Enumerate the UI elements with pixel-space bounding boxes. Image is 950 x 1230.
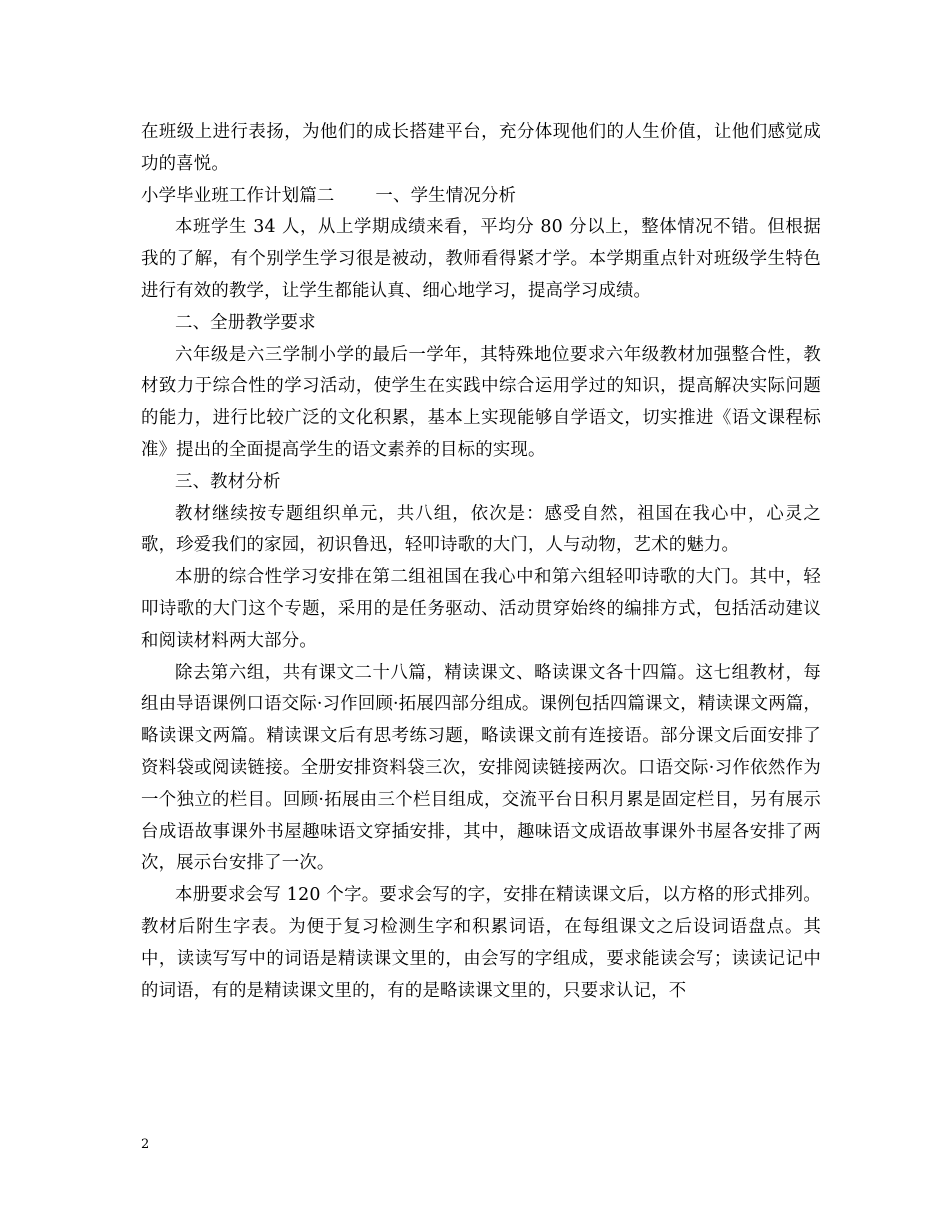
- heading-textbook-analysis: 三、教材分析: [175, 471, 281, 492]
- paragraph-student-analysis: 本班学生 34 人，从上学期成绩来看，平均分 80 分以上，整体情况不错。但根据我的了解，有个别学生学习很是被动，教师看得紧才学。本学期重点针对班级学生特色进行有效的教学，让学生都能认真、细心地学习，提高学习成绩。: [141, 217, 821, 301]
- paragraph-comprehensive-learning: 本册的综合性学习安排在第二组祖国在我心中和第六组轻叩诗歌的大门。其中，轻叩诗歌的大门这个专题，采用的是任务驱动、活动贯穿始终的编排方式，包括活动建议和阅读材料两大部分。: [141, 567, 821, 651]
- page-number: 2: [141, 1137, 150, 1152]
- paragraph-lessons: 除去第六组，共有课文二十八篇，精读课文、略读课文各十四篇。这七组教材，每组由导语课例口语交际·习作回顾·拓展四部分组成。课例包括四篇课文，精读课文两篇，略读课文两篇。精读课文后有思考练习题，略读课文前有连接语。部分课文后面安排了资料袋或阅读链接。全册安排资料袋三次，安排阅读链接两次。口语交际·习作依然作为一个独立的栏目。回顾·拓展由三个栏目组成，交流平台日积月累是固定栏目，另有展示台成语故事课外书屋趣味语文穿插安排，其中，趣味语文成语故事课外书屋各安排了两次，展示台安排了一次。: [141, 662, 821, 874]
- paragraph-continuation: 在班级上进行表扬，为他们的成长搭建平台，充分体现他们的人生价值，让他们感觉成功的喜悦。: [141, 122, 821, 174]
- section-title-line: 小学毕业班工作计划篇二 一、学生情况分析: [141, 185, 517, 206]
- document-body: [141, 117, 821, 1007]
- paragraph-units: 教材继续按专题组织单元，共八组，依次是：感受自然，祖国在我心中，心灵之歌，珍爱我们的家园，初识鲁迅，轻叩诗歌的大门，人与动物，艺术的魅力。: [141, 503, 821, 556]
- paragraph-characters: 本册要求会写 120 个字。要求会写的字，安排在精读课文后，以方格的形式排列。教材后附生字表。为便于复习检测生字和积累词语，在每组课文之后设词语盘点。其中，读读写写中的词语是精读课文里的，由会写的字组成，要求能读会写；读读记记中的词语，有的是精读课文里的，有的是略读课文里的，只要求认记，不: [141, 885, 821, 1001]
- heading-teaching-requirements: 二、全册教学要求: [175, 312, 316, 333]
- paragraph-teaching-requirements: 六年级是六三学制小学的最后一学年，其特殊地位要求六年级教材加强整合性，教材致力于综合性的学习活动，使学生在实践中综合运用学过的知识，提高解决实际问题的能力，进行比较广泛的文化积累，基本上实现能够自学语文，切实推进《语文课程标准》提出的全面提高学生的语文素养的目标的实现。: [141, 344, 821, 460]
